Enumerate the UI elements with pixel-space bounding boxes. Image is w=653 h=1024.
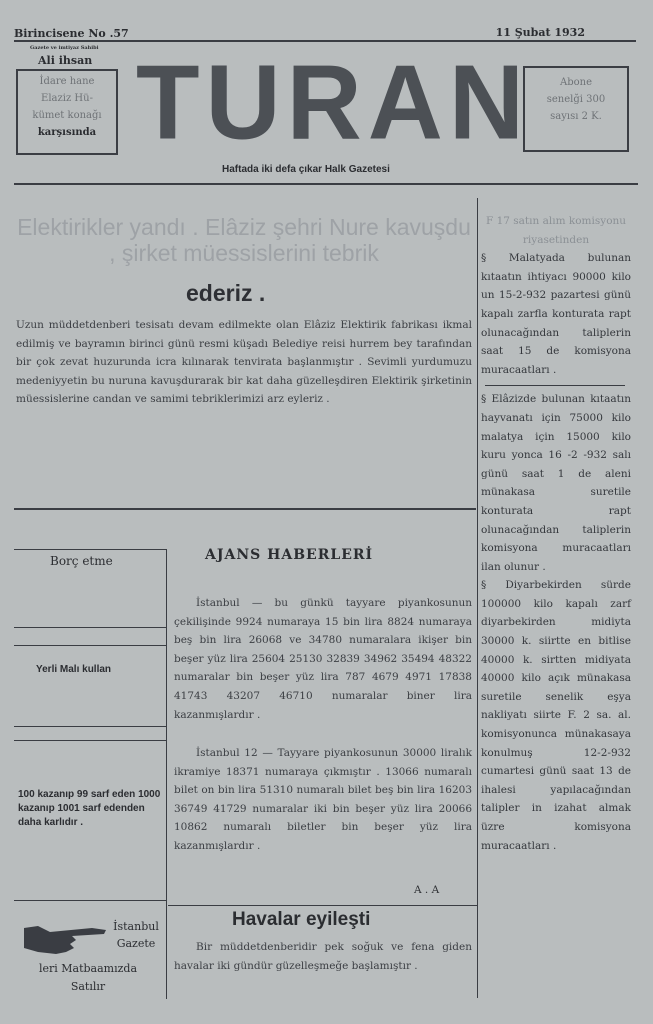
right-notice-header: F 17 satın alım komisyonu riyasetinden [485,215,627,246]
right-notice-3: § Diyarbekirden sürde 100000 kilo kapalı zarf diyarbekirden midiyta 30000 k. siirtte en bitlise 40000 k. sirtten midiyata 40000 kilo açık münakasa suretile senelik eşya nakliyatı siirte F. 2 sa. al. komisyonunca münakasaya konulmuş 12-2-932 cumartesi günü saat 13 de ihalesi yapılacağından talipler in izahat almak üzre komisyona muracaatları . [481,579,631,852]
news-signature: A . A [414,884,440,896]
admin-line-1: İdare hane [39,76,95,87]
ad-column-top [14,549,166,550]
ad-borc-etme: Borç etme [50,554,113,568]
right-rule-1 [485,385,625,386]
right-column [481,212,631,855]
news-paragraph-2: İstanbul 12 — Tayyare piyankosunun 30000 liralık ikramiye 18371 numaraya çıkmıştır . 13066 numaralı bilet on bin lira 51310 numaralı bilet beş bin lira 16203 36749 41729 numaralar iki bin beşer yüz lira 20066 10862 numaralı biletler bin beşer yüz lira kazanmışlardır . [174,747,472,852]
news-paragraph-1: İstanbul — bu günkü tayyare piyankosunun çekilişinde 9924 numaraya 15 bin lira 8824 numaraya beş bin lira 26068 ve 34780 numaralara ikişer bin beşer yüz lira 25604 25130 32839 34962 35494 48322 numaralar bin beşer yüz lira 787 4679 4971 17838 41743 43207 46710 numaralar biner lira kazanmışlardır . [174,597,472,721]
lead-headline: Elektirikler yandı . Elâziz şehri Nure kavuşdu , şirket müessislerini tebrik [17,214,471,266]
ad-rule-1 [14,627,166,628]
owner-name: Ali ihsan [38,54,93,67]
ad-yerli-mali: Yerli Malı kullan [36,664,112,675]
lead-bottom-rule [14,508,476,510]
ad-istanbul-gazete: İstanbul Gazete [113,920,159,950]
lead-body: Uzun müddetdenberi tesisatı devam edilmekte olan Elâziz Elektirik fabrikası ikmal edilmiş ve bayramın birinci günü resmi küşadı Belediye reisi hurrem bey tarafından bir çok zevat huzurunda icra kılınarak tenvirata başlanmıştır . Sevimli yurdumuzu medeniyyetin bu nuruna kavuşdurarak bir kat daha güzelleşdiren Elektirik şirketinin müessislerine candan ve samimi tebriklerimizi arz eyleriz . [16,319,472,406]
ad-rule-2 [14,645,166,646]
masthead-subtitle: Haftada iki defa çıkar Halk Gazetesi [222,164,390,175]
admin-line-2: Elaziz Hü- [41,93,93,104]
issue-date: 11 Şubat 1932 [495,26,585,39]
header-rule [14,40,636,42]
admin-line-3: kümet konağı [32,110,102,121]
masthead-rule [14,183,638,185]
subscription-line-3: sayısı 2 K. [550,111,602,122]
subscription-line-1: Abone [559,77,592,88]
ad-rule-4 [14,740,166,741]
ad-rule-3 [14,726,166,727]
subscription-line-2: senelği 300 [546,94,606,105]
owner-caption: Gazete ve imtiyaz Sahibi [30,45,99,51]
masthead-title: TURAN [136,43,530,163]
column-divider [477,198,478,998]
admin-address-box [16,69,118,155]
news-bottom-rule [168,905,477,906]
admin-line-4: karşısında [37,127,97,138]
pointing-hand-icon [20,918,108,958]
ad-kazanip: 100 kazanıp 99 sarf eden 1000 kazanıp 1001 sarf edenden daha karlıdır . [18,789,161,828]
news-heading: AJANS HABERLERİ [205,547,374,563]
issue-number: Birincisene No .57 [14,27,129,40]
ad-matbaa: leri Matbaamızda Satılır [38,962,138,993]
lead-headline-end: ederiz . [186,280,266,306]
right-notice-2: § Elâzizde bulunan kıtaatın hayvanatı için 75000 kilo malatya için 15000 kilo kuru yonca 16 -2 -932 salı günü saat 1 de aleni münakasa suretile konturata rapt olunacağından taliplerin komisyona muracaatları ilan olunur . [481,393,631,573]
ad-rule-5 [14,900,166,901]
weather-heading: Havalar eyileşti [232,909,371,930]
weather-body: Bir müddetdenberidir pek soğuk ve fena giden havalar iki gündür güzelleşmeğe başlamıştır . [174,941,472,972]
ad-column-right [166,549,167,999]
right-notice-1: § Malatyada bulunan kıtaatın ihtiyacı 90000 kilo un 15-2-932 pazartesi günü kapalı zarfla konturata rapt olunacağından taliplerin saat 15 de komisyona muracaatları . [481,252,631,376]
subscription-box [523,66,629,152]
